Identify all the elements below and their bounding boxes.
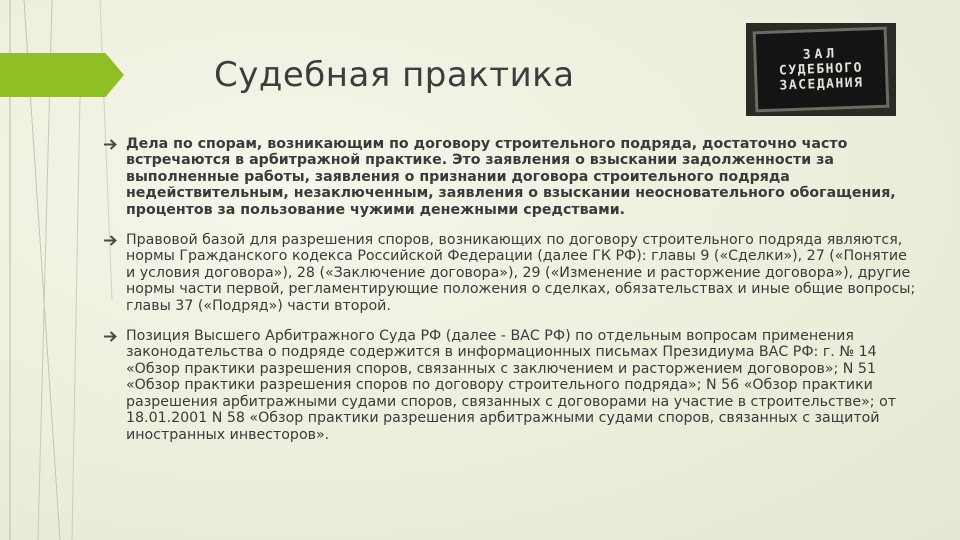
slide-title: Судебная практика (214, 55, 575, 95)
bullet-list (104, 136, 916, 457)
arrow-bullet-icon (104, 235, 118, 246)
sign-line-1: ЗАЛ (802, 46, 839, 63)
bullet-item (104, 328, 916, 443)
arrow-bullet-icon (104, 331, 118, 342)
title-accent-arrow (0, 53, 124, 97)
sign-line-3: ЗАСЕДАНИЯ (779, 75, 864, 94)
sign-line-2: СУДЕБНОГО (778, 60, 864, 79)
bullet-text: Правовой базой для разрешения споров, возникающих по договору строительного подряда являются, нормы Гражданского кодекса Российской Федерации (далее ГК РФ): главы 9 («Сделки»), 27 («Понятие и условия договора»), 28 («Заключение договора»), 29 («Изменение и расторжение договора»), другие нормы части первой, регламентирующие положения о сделках, обязательствах и иные общие вопросы; главы 37 («Подряд») части второй. (126, 232, 916, 314)
bullet-item (104, 232, 916, 314)
bullet-item (104, 136, 916, 218)
bullet-text: Позиция Высшего Арбитражного Суда РФ (далее - ВАС РФ) по отдельным вопросам применения законодательства о подряде содержится в информационных письмах Президиума ВАС РФ: г. № 14 «Обзор практики разрешения споров, связанных с заключением и расторжением договоров»; N 51 «Обзор практики разрешения споров по договору строительного подряда»; N 56 «Обзор практики разрешения арбитражными судами споров, связанных с договорами на участие в строительстве»; от 18.01.2001 N 58 «Обзор практики разрешения арбитражными судами споров, связанных с защитой иностранных инвесторов». (126, 328, 897, 443)
bullet-text: Дела по спорам, возникающим по договору строительного подряда, достаточно часто встречаются в арбитражной практике. Это заявления о взыскании задолженности за выполненные работы, заявления о признании договора строительного подряда недействительным, незаключенным, заявления о взыскании неосновательного обогащения, процентов за пользование чужими денежными средствами. (126, 136, 896, 218)
courtroom-sign-photo (746, 23, 896, 116)
courtroom-sign (753, 27, 890, 113)
arrow-bullet-icon (104, 139, 118, 150)
